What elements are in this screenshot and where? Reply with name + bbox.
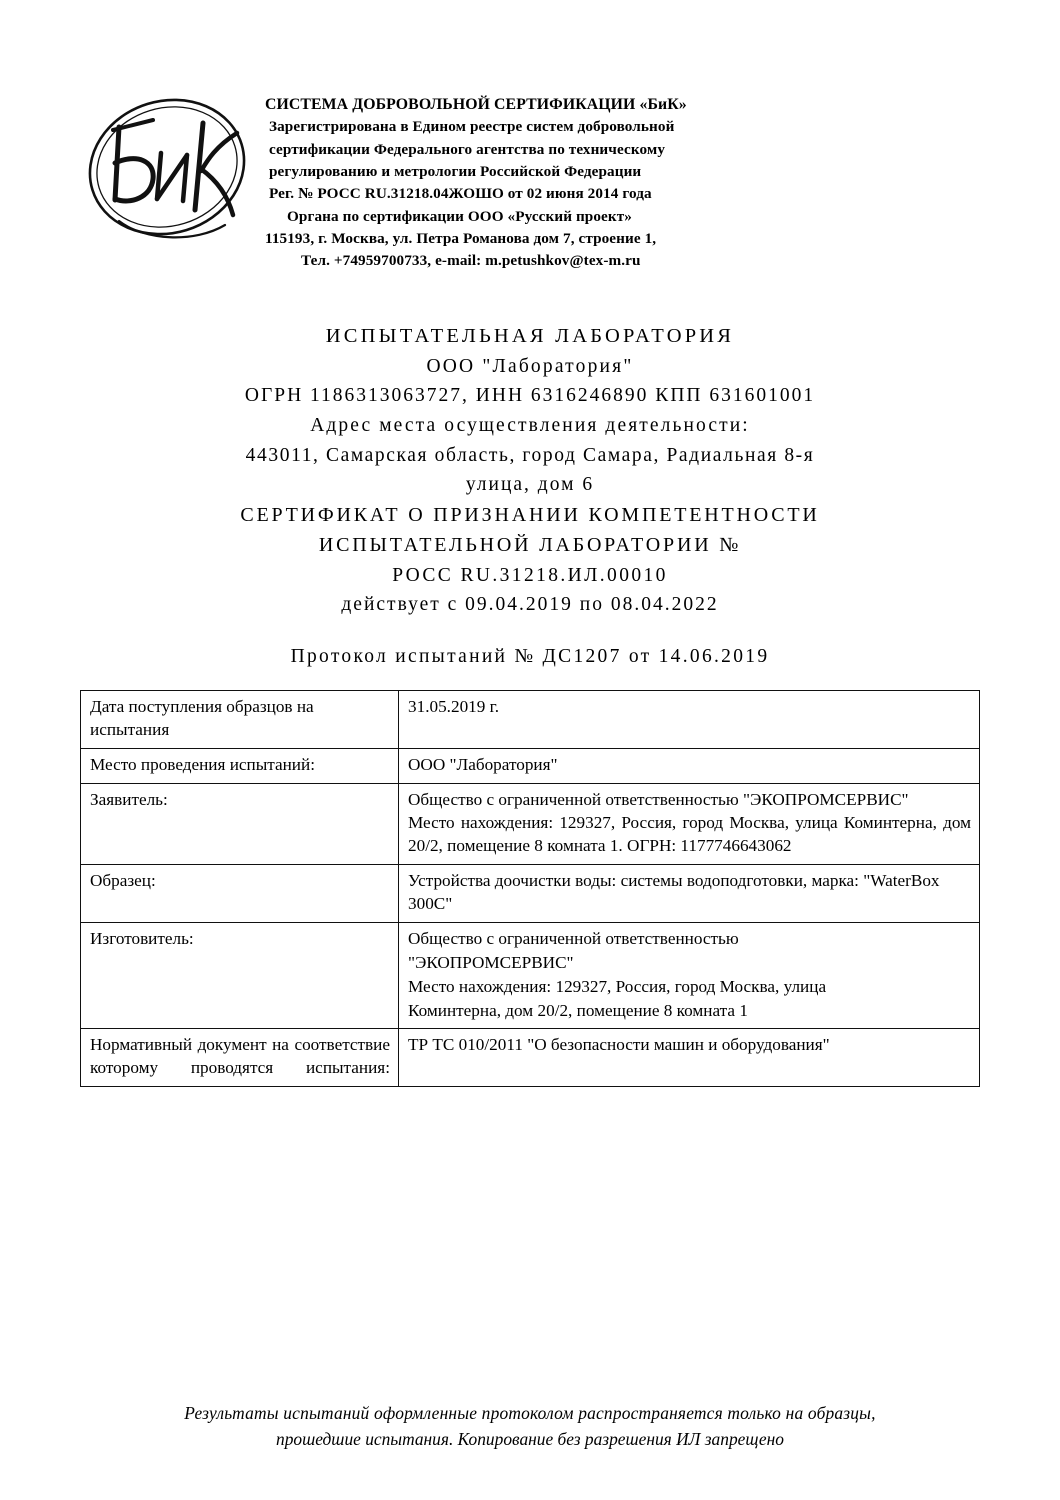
laboratory-title: ИСПЫТАТЕЛЬНАЯ ЛАБОРАТОРИЯ: [325, 324, 735, 347]
certificate-title-line-1: СЕРТИФИКАТ О ПРИЗНАНИИ КОМПЕТЕНТНОСТИ: [240, 503, 820, 526]
organization-name: ООО "Лаборатория": [426, 355, 634, 377]
row-label-manufacturer: Изготовитель:: [81, 922, 399, 1029]
row-label-sample-date: Дата поступления образцов на испытания: [81, 690, 399, 748]
header-line-2: Зарегистрирована в Едином реестре систем добровольной: [269, 118, 675, 136]
table-row: [81, 783, 980, 865]
header-line-6: Органа по сертификации ООО «Русский проект»: [287, 207, 632, 225]
row-label-applicant: Заявитель:: [81, 783, 399, 865]
value-line: ООО "Лаборатория": [408, 754, 558, 774]
row-value-manufacturer: [399, 922, 980, 1029]
value-line: "ЭКОПРОМСЕРВИС": [408, 952, 574, 972]
title-block: [0, 321, 1060, 620]
header-line-8: Тел. +74959700733, e-mail: m.petushkov@tex-m.ru: [301, 252, 641, 270]
header-line-4: регулированию и метрологии Российской Федерации: [269, 162, 642, 180]
footer-line-2: прошедшие испытания. Копирование без разрешения ИЛ запрещено: [276, 1428, 784, 1449]
document-header: [0, 0, 1060, 273]
value-line: 31.05.2019 г.: [408, 696, 500, 716]
table-row: [81, 865, 980, 923]
row-value-sample: [399, 865, 980, 923]
address-line-1: 443011, Самарская область, город Самара, Радиальная 8-я: [245, 444, 815, 466]
header-line-7: 115193, г. Москва, ул. Петра Романова дом 7, строение 1,: [265, 229, 657, 247]
table-row: [81, 748, 980, 783]
header-line-3: сертификации Федерального агентства по техническому: [269, 140, 666, 158]
certificate-validity: действует с 09.04.2019 по 08.04.2022: [341, 594, 719, 616]
header-line-1: СИСТЕМА ДОБРОВОЛЬНОЙ СЕРТИФИКАЦИИ «БиК»: [265, 96, 687, 113]
row-value-sample-date: [399, 690, 980, 748]
protocol-line: Протокол испытаний № ДС1207 от 14.06.2019: [290, 645, 770, 667]
table-row: [81, 1029, 980, 1087]
row-label-sample: Образец:: [81, 865, 399, 923]
bik-logo: [75, 75, 265, 260]
value-line: Общество с ограниченной ответственностью: [408, 928, 739, 948]
address-label: Адрес места осуществления деятельности:: [310, 415, 750, 437]
value-line: Место нахождения: 129327, Россия, город Москва, улица: [408, 976, 827, 996]
value-line: Коминтерна, дом 20/2, помещение 8 комната 1: [408, 1000, 748, 1020]
row-label-normative-document: Нормативный документ на соответствие которому проводятся испытания:: [81, 1029, 399, 1087]
value-line: ТР ТС 010/2011 "О безопасности машин и оборудования": [408, 1035, 830, 1055]
table-row: [81, 690, 980, 748]
header-line-5: Рег. № РОСС RU.31218.04ЖОШО от 02 июня 2014 года: [269, 185, 652, 203]
value-line: Устройства доочистки воды: системы водоподготовки, марка: "WaterBox 300C": [408, 871, 940, 914]
document-footer: [0, 1400, 1060, 1452]
certificate-number: РОСС RU.31218.ИЛ.00010: [392, 564, 668, 586]
value-line: Общество с ограниченной ответственностью "ЭКОПРОМСЕРВИС": [408, 789, 909, 809]
row-value-applicant: [399, 783, 980, 865]
certificate-title-line-2: ИСПЫТАТЕЛЬНОЙ ЛАБОРАТОРИИ №: [318, 534, 742, 557]
address-line-2: улица, дом 6: [465, 474, 595, 496]
footer-line-1: Результаты испытаний оформленные протоколом распространяется только на образцы,: [184, 1402, 876, 1423]
row-value-normative-document: [399, 1029, 980, 1087]
table-row: [81, 922, 980, 1029]
registration-numbers: ОГРН 1186313063727, ИНН 6316246890 КПП 631601001: [244, 385, 816, 407]
value-line: Место нахождения: 129327, Россия, город Москва, улица Коминтерна, дом 20/2, помещение 8 комната 1. ОГРН: 1177746643062: [408, 813, 971, 856]
header-text-block: [265, 75, 1000, 273]
row-label-test-place: Место проведения испытаний:: [81, 748, 399, 783]
protocol-details-table: [80, 690, 980, 1087]
row-value-test-place: [399, 748, 980, 783]
